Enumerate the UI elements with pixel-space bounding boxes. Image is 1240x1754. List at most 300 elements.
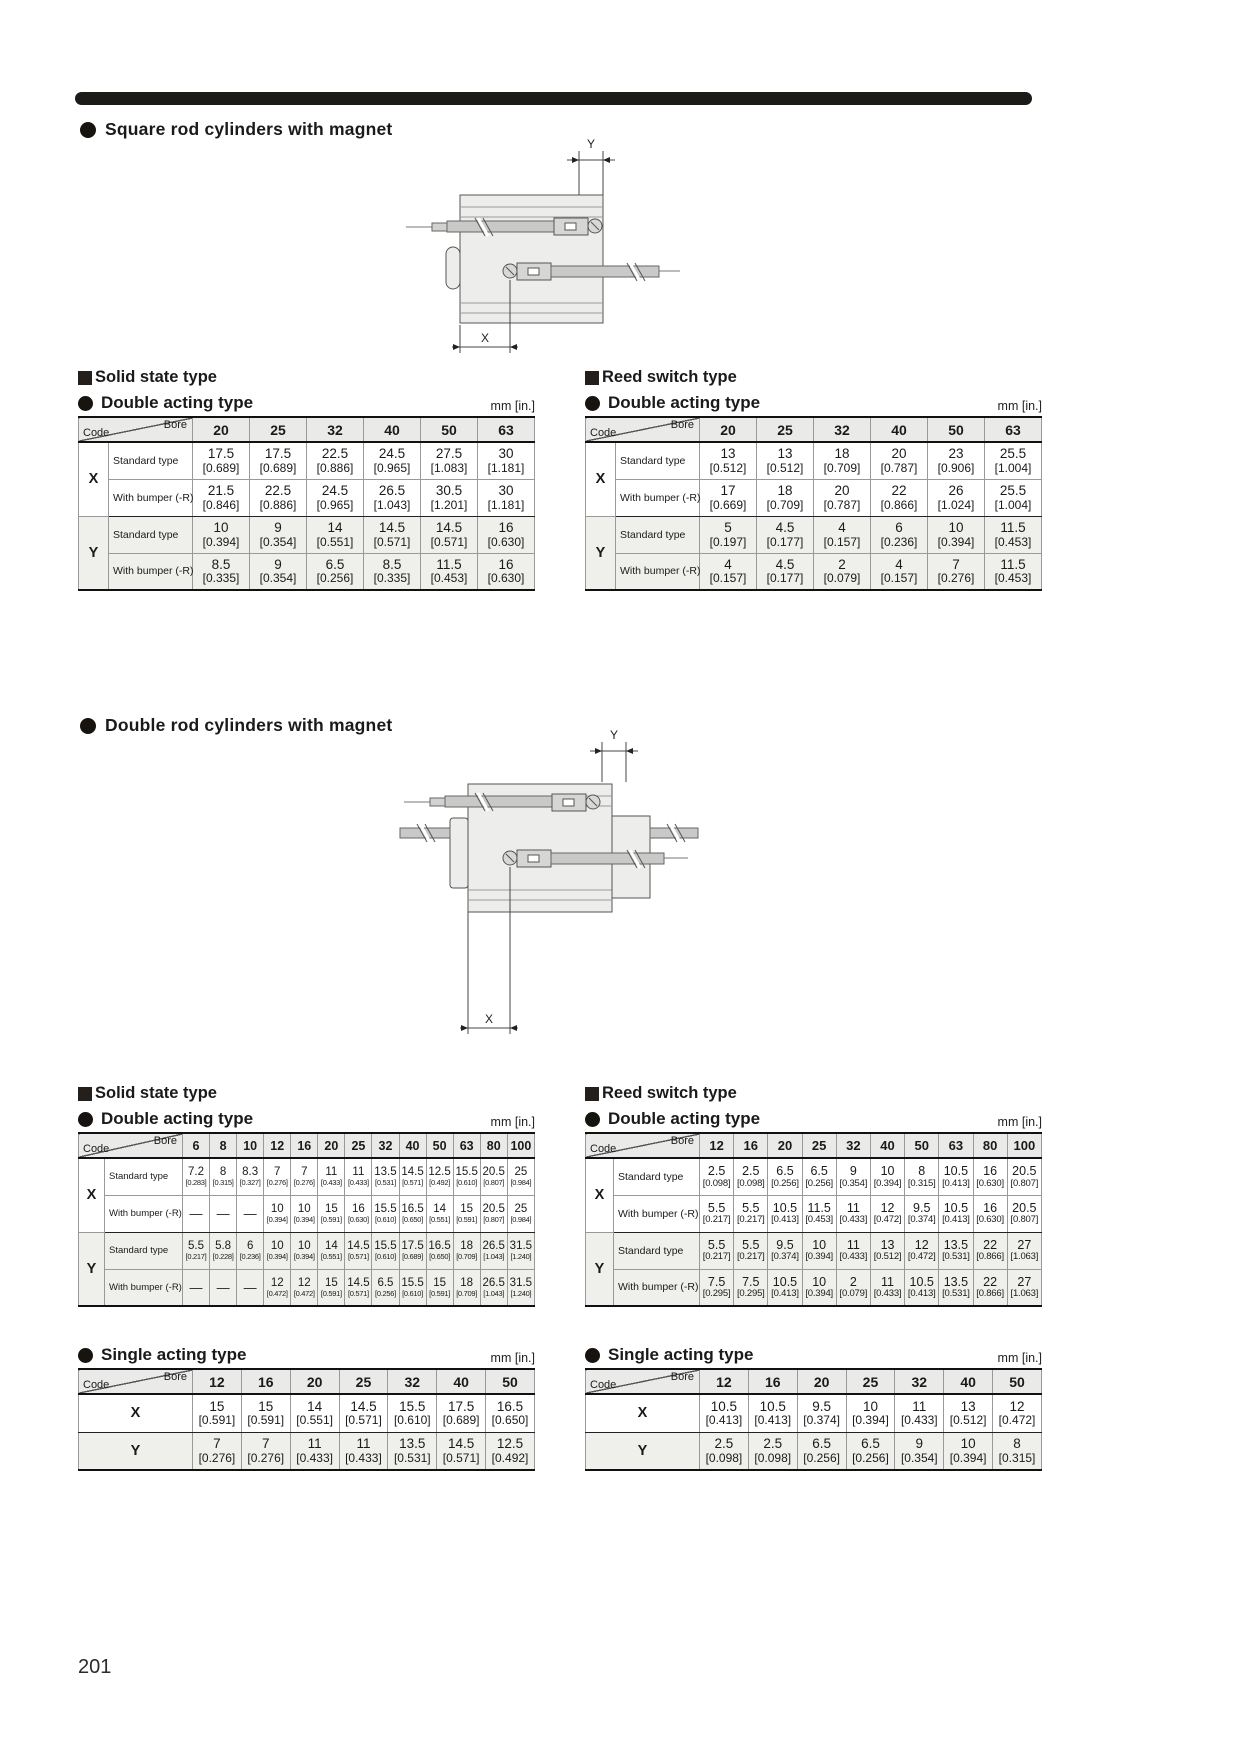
square-rod-cylinder-drawing bbox=[402, 135, 682, 363]
bore-column-header: 25 bbox=[339, 1369, 388, 1394]
dimension-value-cell: 13.5 [0.531] bbox=[939, 1232, 973, 1269]
row-type-label: With bumper (-R) bbox=[614, 1195, 700, 1232]
code-group-cell: X bbox=[79, 1394, 193, 1432]
dimension-value-cell: 12 [0.472] bbox=[264, 1269, 291, 1306]
bore-column-header: 10 bbox=[237, 1133, 264, 1158]
bore-column-header: 16 bbox=[748, 1369, 797, 1394]
bore-column-header: 25 bbox=[345, 1133, 372, 1158]
bore-label: Bore bbox=[163, 1371, 187, 1383]
table-row bbox=[79, 553, 535, 590]
dimension-value-cell: 30.5 [1.201] bbox=[421, 479, 478, 516]
dimension-value-cell: 6.5 [0.256] bbox=[802, 1158, 836, 1195]
dimension-value-cell: 4 [0.157] bbox=[814, 516, 871, 553]
dimension-value-cell: 15.5 [0.610] bbox=[372, 1232, 399, 1269]
dimension-value-cell: 6 [0.236] bbox=[871, 516, 928, 553]
reed-switch-type-heading bbox=[585, 368, 1042, 387]
bore-column-header: 8 bbox=[210, 1133, 237, 1158]
row-type-label: Standard type bbox=[614, 1232, 700, 1269]
dimension-value-cell: 15 [0.591] bbox=[193, 1394, 242, 1432]
dimension-value-cell: 26.5 [1.043] bbox=[480, 1232, 507, 1269]
bore-label: Bore bbox=[670, 1135, 694, 1147]
units-label: mm [in.] bbox=[490, 399, 535, 413]
dimension-value-cell: 10.5 [0.413] bbox=[939, 1158, 973, 1195]
dimension-value-cell: 30 [1.181] bbox=[478, 442, 535, 479]
bore-column-header: 32 bbox=[836, 1133, 870, 1158]
dimension-value-cell: 5.5 [0.217] bbox=[734, 1195, 768, 1232]
dimension-value-cell: 11 [0.433] bbox=[339, 1432, 388, 1470]
units-label: mm [in.] bbox=[490, 1115, 535, 1129]
square-rod-solid-state-table bbox=[78, 416, 535, 591]
dimension-value-cell: 10.5 [0.413] bbox=[768, 1269, 802, 1306]
dimension-value-cell: 10.5 [0.413] bbox=[939, 1195, 973, 1232]
dimension-value-cell: 22 [0.866] bbox=[973, 1269, 1007, 1306]
dimension-value-cell: 26 [1.024] bbox=[928, 479, 985, 516]
dimension-value-cell: 15.5 [0.610] bbox=[388, 1394, 437, 1432]
bore-column-header: 63 bbox=[939, 1133, 973, 1158]
dimension-value-cell: 4.5 [0.177] bbox=[757, 553, 814, 590]
dimension-value-cell: 7.5 [0.295] bbox=[700, 1269, 734, 1306]
dimension-value-cell: 31.5 [1.240] bbox=[507, 1269, 534, 1306]
dimension-value-cell: 22.5 [0.886] bbox=[250, 479, 307, 516]
dimension-value-cell: 17.5 [0.689] bbox=[399, 1232, 426, 1269]
dimension-value-cell: 4.5 [0.177] bbox=[757, 516, 814, 553]
dimension-value-cell: 18 [0.709] bbox=[453, 1269, 480, 1306]
dimension-value-cell: 7 [0.276] bbox=[241, 1432, 290, 1470]
square-bullet-icon bbox=[585, 1087, 599, 1101]
bore-column-header: 100 bbox=[507, 1133, 534, 1158]
code-label: Code bbox=[590, 427, 617, 439]
dimension-value-cell: 6.5 [0.256] bbox=[797, 1432, 846, 1470]
dimension-value-cell: 17.5 [0.689] bbox=[437, 1394, 486, 1432]
code-group-cell: X bbox=[586, 1158, 614, 1232]
dimension-value-cell: 11 [0.433] bbox=[870, 1269, 904, 1306]
bore-column-header: 16 bbox=[241, 1369, 290, 1394]
acting-heading-text: Single acting type bbox=[608, 1345, 754, 1364]
bore-column-header: 20 bbox=[797, 1369, 846, 1394]
dimension-value-cell: 13.5 [0.531] bbox=[388, 1432, 437, 1470]
bore-column-header: 80 bbox=[480, 1133, 507, 1158]
dimension-value-cell: 2.5 [0.098] bbox=[748, 1432, 797, 1470]
bore-column-header: 40 bbox=[437, 1369, 486, 1394]
code-group-cell: X bbox=[79, 442, 109, 516]
bore-column-header: 16 bbox=[291, 1133, 318, 1158]
dimension-value-cell: 2 [0.079] bbox=[836, 1269, 870, 1306]
table-row bbox=[79, 479, 535, 516]
dimension-value-cell: 8 [0.315] bbox=[210, 1158, 237, 1195]
dimension-value-cell: 15 [0.591] bbox=[241, 1394, 290, 1432]
dimension-value-cell: 10 [0.394] bbox=[944, 1432, 993, 1470]
table-row bbox=[586, 442, 1042, 479]
dimension-value-cell: 20.5 [0.807] bbox=[1007, 1195, 1041, 1232]
bore-label: Bore bbox=[153, 1135, 177, 1147]
dimension-value-cell: 10 [0.394] bbox=[264, 1195, 291, 1232]
type-heading-text: Reed switch type bbox=[602, 1084, 737, 1102]
dimension-value-cell: 11.5 [0.453] bbox=[802, 1195, 836, 1232]
bore-column-header: 16 bbox=[734, 1133, 768, 1158]
dimension-value-cell: 26.5 [1.043] bbox=[364, 479, 421, 516]
circle-bullet-icon bbox=[80, 718, 96, 734]
bore-column-header: 40 bbox=[944, 1369, 993, 1394]
dimension-value-cell: 16.5 [0.650] bbox=[399, 1195, 426, 1232]
bore-column-header: 6 bbox=[183, 1133, 210, 1158]
code-bore-corner-cell bbox=[586, 1369, 700, 1394]
dimension-value-cell: 2.5 [0.098] bbox=[700, 1158, 734, 1195]
dimension-value-cell: 15.5 [0.610] bbox=[399, 1269, 426, 1306]
dimension-value-cell: 8 [0.315] bbox=[993, 1432, 1042, 1470]
code-label: Code bbox=[590, 1379, 617, 1391]
row-type-label: Standard type bbox=[616, 516, 700, 553]
dimension-y-label: Y bbox=[586, 137, 596, 151]
row-type-label: With bumper (-R) bbox=[616, 479, 700, 516]
dimension-value-cell: 12.5 [0.492] bbox=[486, 1432, 535, 1470]
dimension-value-cell: 11.5 [0.453] bbox=[985, 516, 1042, 553]
bore-column-header: 50 bbox=[905, 1133, 939, 1158]
code-label: Code bbox=[83, 1379, 110, 1391]
acting-heading-text: Double acting type bbox=[101, 393, 254, 412]
dimension-value-cell: 23 [0.906] bbox=[928, 442, 985, 479]
bore-column-header: 12 bbox=[264, 1133, 291, 1158]
bore-label: Bore bbox=[163, 419, 187, 431]
dimension-value-cell: 16 [0.630] bbox=[478, 553, 535, 590]
code-label: Code bbox=[83, 427, 110, 439]
double-rod-reed-switch-single-acting-table bbox=[585, 1368, 1042, 1471]
row-type-label: With bumper (-R) bbox=[616, 553, 700, 590]
dimension-value-cell: 11 [0.433] bbox=[290, 1432, 339, 1470]
double-acting-heading bbox=[585, 393, 760, 413]
row-type-label: Standard type bbox=[614, 1158, 700, 1195]
dimension-value-cell: 16.5 [0.650] bbox=[486, 1394, 535, 1432]
square-rod-solid-state-block bbox=[78, 368, 535, 591]
dimension-value-cell: 24.5 [0.965] bbox=[307, 479, 364, 516]
code-group-cell: X bbox=[586, 1394, 700, 1432]
dimension-value-cell: 7 [0.276] bbox=[928, 553, 985, 590]
bore-column-header: 50 bbox=[486, 1369, 535, 1394]
dimension-value-cell: 13 [0.512] bbox=[944, 1394, 993, 1432]
bore-label: Bore bbox=[670, 1371, 694, 1383]
double-acting-heading bbox=[78, 393, 253, 413]
dimension-value-cell: 22 [0.866] bbox=[871, 479, 928, 516]
square-bullet-icon bbox=[78, 371, 92, 385]
dimension-value-cell: 2.5 [0.098] bbox=[700, 1432, 749, 1470]
dimension-value-cell: 15.5 [0.610] bbox=[453, 1158, 480, 1195]
single-acting-heading bbox=[78, 1345, 246, 1365]
dimension-value-cell: 9 [0.354] bbox=[250, 516, 307, 553]
code-group-cell: Y bbox=[586, 1432, 700, 1470]
square-rod-reed-switch-table bbox=[585, 416, 1042, 591]
dimension-value-cell: 9.5 [0.374] bbox=[905, 1195, 939, 1232]
bore-column-header: 32 bbox=[372, 1133, 399, 1158]
bore-column-header: 100 bbox=[1007, 1133, 1041, 1158]
dimension-value-cell: 15 [0.591] bbox=[318, 1195, 345, 1232]
dimension-value-cell: 15 [0.591] bbox=[318, 1269, 345, 1306]
table-row bbox=[79, 516, 535, 553]
code-group-cell: Y bbox=[586, 516, 616, 590]
dimension-value-cell: 11 [0.433] bbox=[895, 1394, 944, 1432]
code-group-cell: Y bbox=[79, 1432, 193, 1470]
double-rod-cylinder-drawing bbox=[398, 728, 708, 1046]
dimension-value-cell: 8.5 [0.335] bbox=[364, 553, 421, 590]
dimension-value-cell: 12 [0.472] bbox=[291, 1269, 318, 1306]
table-row bbox=[586, 1232, 1042, 1269]
dimension-value-cell: — bbox=[237, 1195, 264, 1232]
double-rod-section-title bbox=[80, 715, 392, 736]
dimension-value-cell: 20 [0.787] bbox=[814, 479, 871, 516]
code-bore-corner-cell bbox=[79, 1369, 193, 1394]
dimension-value-cell: 10.5 [0.413] bbox=[748, 1394, 797, 1432]
dimension-value-cell: 9.5 [0.374] bbox=[768, 1232, 802, 1269]
dimension-value-cell: 5.8 [0.228] bbox=[210, 1232, 237, 1269]
dimension-value-cell: 5.5 [0.217] bbox=[700, 1195, 734, 1232]
dimension-value-cell: 25.5 [1.004] bbox=[985, 442, 1042, 479]
dimension-value-cell: 6 [0.236] bbox=[237, 1232, 264, 1269]
dimension-value-cell: 10 [0.394] bbox=[291, 1232, 318, 1269]
dimension-value-cell: 11 [0.433] bbox=[318, 1158, 345, 1195]
dimension-value-cell: 9 [0.354] bbox=[250, 553, 307, 590]
dimension-value-cell: 20.5 [0.807] bbox=[1007, 1158, 1041, 1195]
row-type-label: With bumper (-R) bbox=[105, 1269, 183, 1306]
dimension-value-cell: 2 [0.079] bbox=[814, 553, 871, 590]
type-heading-text: Solid state type bbox=[95, 1084, 217, 1102]
dimension-value-cell: 16 [0.630] bbox=[973, 1158, 1007, 1195]
double-rod-solid-state-double-acting-table bbox=[78, 1132, 535, 1307]
dimension-value-cell: 14.5 [0.571] bbox=[345, 1269, 372, 1306]
dimension-value-cell: 18 [0.709] bbox=[453, 1232, 480, 1269]
code-bore-corner-cell bbox=[79, 417, 193, 442]
reed-switch-type-heading bbox=[585, 1084, 1042, 1103]
acting-heading-text: Single acting type bbox=[101, 1345, 247, 1364]
dimension-value-cell: 6.5 [0.256] bbox=[768, 1158, 802, 1195]
dimension-x-label: X bbox=[484, 1012, 494, 1026]
code-group-cell: Y bbox=[586, 1232, 614, 1306]
dimension-value-cell: 21.5 [0.846] bbox=[193, 479, 250, 516]
table-row bbox=[586, 1432, 1042, 1470]
table-row bbox=[79, 1158, 535, 1195]
double-acting-heading bbox=[585, 1109, 760, 1129]
bore-column-header: 40 bbox=[870, 1133, 904, 1158]
units-label: mm [in.] bbox=[997, 1351, 1042, 1365]
bore-column-header: 25 bbox=[250, 417, 307, 442]
bore-column-header: 32 bbox=[895, 1369, 944, 1394]
section-divider-bar bbox=[75, 92, 1032, 105]
dimension-value-cell: 20.5 [0.807] bbox=[480, 1158, 507, 1195]
dimension-value-cell: 20.5 [0.807] bbox=[480, 1195, 507, 1232]
dimension-value-cell: — bbox=[210, 1195, 237, 1232]
dimension-value-cell: 16 [0.630] bbox=[973, 1195, 1007, 1232]
circle-bullet-icon bbox=[585, 1348, 600, 1363]
dimension-value-cell: 13 [0.512] bbox=[870, 1232, 904, 1269]
dimension-value-cell: 7 [0.276] bbox=[264, 1158, 291, 1195]
dimension-y-label: Y bbox=[609, 728, 619, 742]
dimension-value-cell: 8 [0.315] bbox=[905, 1158, 939, 1195]
dimension-value-cell: 12 [0.472] bbox=[993, 1394, 1042, 1432]
bore-column-header: 12 bbox=[700, 1369, 749, 1394]
dimension-value-cell: 6.5 [0.256] bbox=[846, 1432, 895, 1470]
row-type-label: Standard type bbox=[616, 442, 700, 479]
dimension-value-cell: 14.5 [0.571] bbox=[399, 1158, 426, 1195]
section-title-text: Double rod cylinders with magnet bbox=[105, 715, 393, 735]
row-type-label: With bumper (-R) bbox=[614, 1269, 700, 1306]
bore-column-header: 20 bbox=[700, 417, 757, 442]
dimension-value-cell: 4 [0.157] bbox=[871, 553, 928, 590]
dimension-value-cell: 24.5 [0.965] bbox=[364, 442, 421, 479]
dimension-value-cell: 13.5 [0.531] bbox=[939, 1269, 973, 1306]
dimension-value-cell: 22.5 [0.886] bbox=[307, 442, 364, 479]
bore-column-header: 32 bbox=[307, 417, 364, 442]
code-bore-corner-cell bbox=[586, 417, 700, 442]
double-rod-solid-state-single-acting-table bbox=[78, 1368, 535, 1471]
acting-heading-text: Double acting type bbox=[608, 1109, 761, 1128]
dimension-value-cell: — bbox=[183, 1269, 210, 1306]
dimension-value-cell: 31.5 [1.240] bbox=[507, 1232, 534, 1269]
units-label: mm [in.] bbox=[490, 1351, 535, 1365]
table-row bbox=[586, 1269, 1042, 1306]
dimension-value-cell: 10 [0.394] bbox=[291, 1195, 318, 1232]
page-number: 201 bbox=[78, 1656, 112, 1678]
dimension-value-cell: — bbox=[210, 1269, 237, 1306]
bore-column-header: 63 bbox=[453, 1133, 480, 1158]
section-title-text: Square rod cylinders with magnet bbox=[105, 119, 393, 139]
bore-column-header: 40 bbox=[364, 417, 421, 442]
bore-column-header: 63 bbox=[985, 417, 1042, 442]
dimension-value-cell: 9.5 [0.374] bbox=[797, 1394, 846, 1432]
double-rod-reed-switch-block bbox=[585, 1084, 1042, 1471]
table-row bbox=[586, 1394, 1042, 1432]
table-row bbox=[586, 516, 1042, 553]
dimension-value-cell: 12 [0.472] bbox=[870, 1195, 904, 1232]
acting-heading-text: Double acting type bbox=[101, 1109, 254, 1128]
code-group-cell: Y bbox=[79, 516, 109, 590]
dimension-value-cell: 11 [0.433] bbox=[836, 1232, 870, 1269]
bore-column-header: 25 bbox=[757, 417, 814, 442]
double-rod-reed-switch-double-acting-table bbox=[585, 1132, 1042, 1307]
dimension-value-cell: 25 [0.984] bbox=[507, 1195, 534, 1232]
dimension-value-cell: 10 [0.394] bbox=[870, 1158, 904, 1195]
code-group-cell: Y bbox=[79, 1232, 105, 1306]
dimension-value-cell: 14 [0.551] bbox=[318, 1232, 345, 1269]
bore-label: Bore bbox=[670, 419, 694, 431]
solid-state-type-heading bbox=[78, 368, 535, 387]
dimension-value-cell: 13 [0.512] bbox=[757, 442, 814, 479]
dimension-value-cell: 10.5 [0.413] bbox=[700, 1394, 749, 1432]
circle-bullet-icon bbox=[585, 396, 600, 411]
dimension-value-cell: 12 [0.472] bbox=[905, 1232, 939, 1269]
square-bullet-icon bbox=[585, 371, 599, 385]
dimension-value-cell: 7.2 [0.283] bbox=[183, 1158, 210, 1195]
dimension-value-cell: 14 [0.551] bbox=[426, 1195, 453, 1232]
code-label: Code bbox=[590, 1143, 617, 1155]
bore-column-header: 25 bbox=[846, 1369, 895, 1394]
code-group-cell: X bbox=[586, 442, 616, 516]
bore-column-header: 63 bbox=[478, 417, 535, 442]
dimension-value-cell: 9 [0.354] bbox=[895, 1432, 944, 1470]
square-rod-reed-switch-block bbox=[585, 368, 1042, 591]
dimension-value-cell: 16 [0.630] bbox=[345, 1195, 372, 1232]
bore-column-header: 25 bbox=[802, 1133, 836, 1158]
dimension-value-cell: 4 [0.157] bbox=[700, 553, 757, 590]
dimension-value-cell: 14.5 [0.571] bbox=[437, 1432, 486, 1470]
table-row bbox=[79, 1394, 535, 1432]
dimension-value-cell: 25.5 [1.004] bbox=[985, 479, 1042, 516]
bore-column-header: 80 bbox=[973, 1133, 1007, 1158]
dimension-value-cell: 8.5 [0.335] bbox=[193, 553, 250, 590]
dimension-value-cell: — bbox=[237, 1269, 264, 1306]
dimension-value-cell: 16.5 [0.650] bbox=[426, 1232, 453, 1269]
dimension-value-cell: 15 [0.591] bbox=[426, 1269, 453, 1306]
dimension-value-cell: 10 [0.394] bbox=[193, 516, 250, 553]
table-row bbox=[79, 1269, 535, 1306]
bore-column-header: 32 bbox=[388, 1369, 437, 1394]
circle-bullet-icon bbox=[78, 396, 93, 411]
dimension-value-cell: 16 [0.630] bbox=[478, 516, 535, 553]
dimension-value-cell: 15.5 [0.610] bbox=[372, 1195, 399, 1232]
dimension-value-cell: 14 [0.551] bbox=[290, 1394, 339, 1432]
table-row bbox=[586, 479, 1042, 516]
bore-column-header: 40 bbox=[399, 1133, 426, 1158]
solid-state-type-heading bbox=[78, 1084, 535, 1103]
dimension-value-cell: 27 [1.063] bbox=[1007, 1232, 1041, 1269]
dimension-value-cell: 18 [0.709] bbox=[814, 442, 871, 479]
table-row bbox=[79, 442, 535, 479]
table-row bbox=[586, 1158, 1042, 1195]
dimension-value-cell: 2.5 [0.098] bbox=[734, 1158, 768, 1195]
dimension-value-cell: 13.5 [0.531] bbox=[372, 1158, 399, 1195]
bore-column-header: 20 bbox=[193, 417, 250, 442]
dimension-value-cell: 17.5 [0.689] bbox=[250, 442, 307, 479]
dimension-value-cell: 11.5 [0.453] bbox=[421, 553, 478, 590]
dimension-value-cell: 17 [0.669] bbox=[700, 479, 757, 516]
dimension-value-cell: 11 [0.433] bbox=[836, 1195, 870, 1232]
type-heading-text: Reed switch type bbox=[602, 368, 737, 386]
bore-column-header: 40 bbox=[871, 417, 928, 442]
units-label: mm [in.] bbox=[997, 399, 1042, 413]
double-rod-solid-state-block bbox=[78, 1084, 535, 1471]
table-row bbox=[79, 1432, 535, 1470]
dimension-value-cell: 9 [0.354] bbox=[836, 1158, 870, 1195]
dimension-value-cell: 6.5 [0.256] bbox=[307, 553, 364, 590]
row-type-label: With bumper (-R) bbox=[105, 1195, 183, 1232]
dimension-value-cell: 18 [0.709] bbox=[757, 479, 814, 516]
row-type-label: Standard type bbox=[109, 516, 193, 553]
dimension-value-cell: 22 [0.866] bbox=[973, 1232, 1007, 1269]
dimension-value-cell: 14.5 [0.571] bbox=[339, 1394, 388, 1432]
dimension-value-cell: 10 [0.394] bbox=[802, 1269, 836, 1306]
dimension-value-cell: 11 [0.433] bbox=[345, 1158, 372, 1195]
dimension-value-cell: 12.5 [0.492] bbox=[426, 1158, 453, 1195]
dimension-value-cell: 15 [0.591] bbox=[453, 1195, 480, 1232]
dimension-value-cell: — bbox=[183, 1195, 210, 1232]
dimension-value-cell: 10.5 [0.413] bbox=[768, 1195, 802, 1232]
dimension-value-cell: 5.5 [0.217] bbox=[183, 1232, 210, 1269]
table-row bbox=[586, 1195, 1042, 1232]
row-type-label: With bumper (-R) bbox=[109, 553, 193, 590]
dimension-value-cell: 10.5 [0.413] bbox=[905, 1269, 939, 1306]
dimension-value-cell: 10 [0.394] bbox=[264, 1232, 291, 1269]
dimension-value-cell: 6.5 [0.256] bbox=[372, 1269, 399, 1306]
single-acting-heading bbox=[585, 1345, 753, 1365]
row-type-label: With bumper (-R) bbox=[109, 479, 193, 516]
circle-bullet-icon bbox=[78, 1348, 93, 1363]
double-acting-heading bbox=[78, 1109, 253, 1129]
circle-bullet-icon bbox=[80, 122, 96, 138]
table-row bbox=[79, 1232, 535, 1269]
dimension-value-cell: 17.5 [0.689] bbox=[193, 442, 250, 479]
circle-bullet-icon bbox=[585, 1112, 600, 1127]
bore-column-header: 20 bbox=[768, 1133, 802, 1158]
dimension-value-cell: 30 [1.181] bbox=[478, 479, 535, 516]
dimension-value-cell: 10 [0.394] bbox=[846, 1394, 895, 1432]
dimension-value-cell: 14.5 [0.571] bbox=[364, 516, 421, 553]
acting-heading-text: Double acting type bbox=[608, 393, 761, 412]
